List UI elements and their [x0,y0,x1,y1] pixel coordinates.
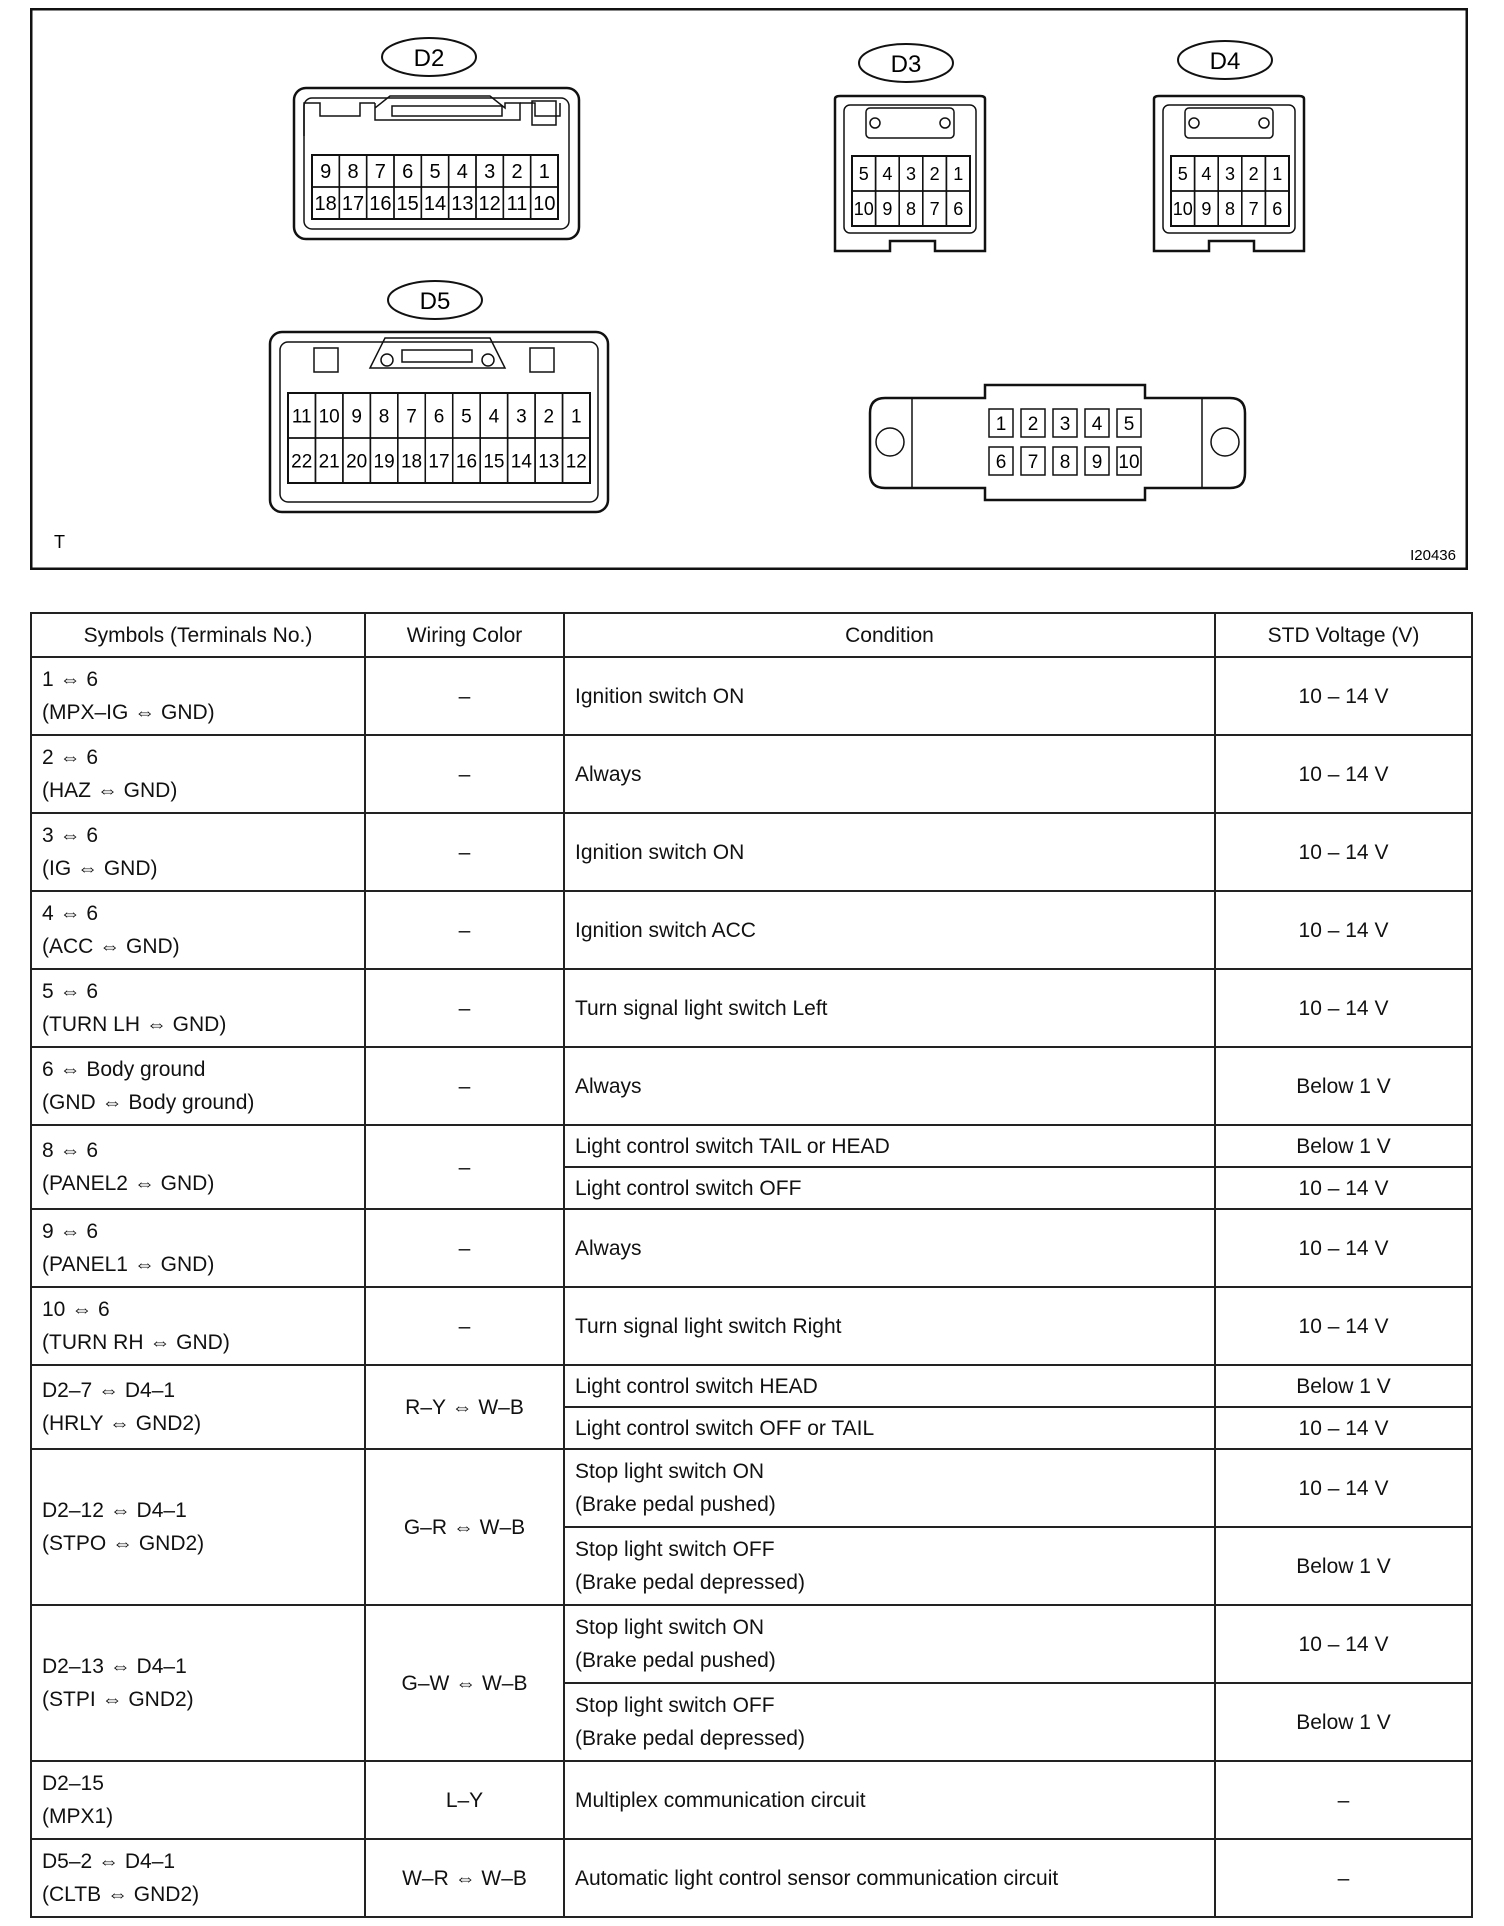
table-row [31,1047,1472,1125]
terminal-symbols: (ACC ⇔ GND) [42,935,180,958]
pin-number: 16 [369,193,392,216]
table-row [31,813,1472,891]
symbol-cell [31,891,365,969]
pin-number: 4 [488,406,500,428]
connector-label-d2: D2 [413,45,445,72]
terminal-numbers: 4 ⇔ 6 [42,902,99,925]
connector-d2 [294,38,579,239]
header-std-voltage: STD Voltage (V) [1215,613,1472,657]
wiring-color-cell: W–R ⇔ W–B [365,1839,564,1917]
condition-text: Turn signal light switch Right [575,1314,842,1338]
symbol-cell [31,1839,365,1917]
pin-number: 10 [318,406,340,428]
connector-label-d4: D4 [1209,48,1241,75]
condition-cell [564,1287,1215,1365]
pin-number: 13 [538,451,560,473]
pin-number: 1 [953,163,964,184]
terminal-numbers: 5 ⇔ 6 [42,980,99,1003]
connector-d3 [835,44,985,251]
terminal-numbers: D2–12 ⇔ D4–1 [42,1499,187,1522]
pin-number: 5 [1177,163,1188,184]
wiring-color-cell: G–R ⇔ W–B [365,1449,564,1605]
condition-text: Light control switch OFF or TAIL [575,1416,875,1440]
pin-number: 12 [478,193,501,216]
wiring-color-cell: – [365,891,564,969]
terminal-symbols: (MPX–IG ⇔ GND) [42,701,215,724]
pin-number: 2 [929,163,940,184]
pin-number: 1 [995,413,1007,435]
symbol-cell [31,1761,365,1839]
std-voltage-cell: 10 – 14 V [1215,735,1472,813]
pin-number: 5 [1123,413,1135,435]
condition-cell [564,1167,1215,1209]
std-voltage-cell: 10 – 14 V [1215,657,1472,735]
wiring-color-cell: G–W ⇔ W–B [365,1605,564,1761]
symbol-cell [31,735,365,813]
table-row [31,1449,1472,1527]
condition-note: (Brake pedal pushed) [575,1649,776,1672]
pin-number: 7 [374,161,386,184]
condition-text: Turn signal light switch Left [575,996,828,1020]
pin-number: 8 [1059,451,1071,473]
pin-number: 2 [1027,413,1039,435]
pin-number: 4 [456,161,468,184]
symbol-cell [31,969,365,1047]
connector-drawing [30,8,1468,570]
condition-note: (Brake pedal depressed) [575,1727,805,1750]
terminal-numbers: D5–2 ⇔ D4–1 [42,1850,176,1873]
terminal-numbers: D2–13 ⇔ D4–1 [42,1655,187,1678]
wiring-color-cell: – [365,657,564,735]
pin-number: 11 [291,406,312,428]
condition-cell [564,1209,1215,1287]
pin-number: 10 [533,193,556,216]
terminal-symbols: (TURN LH ⇔ GND) [42,1013,227,1036]
pin-number: 1 [570,406,582,428]
pin-number: 16 [455,451,478,473]
wiring-color-cell: R–Y ⇔ W–B [365,1365,564,1449]
pin-number: 15 [396,193,419,216]
condition-text: Always [575,1236,642,1260]
table-row [31,1209,1472,1287]
std-voltage-cell: – [1215,1839,1472,1917]
std-voltage-cell: Below 1 V [1215,1527,1472,1605]
pin-number: 12 [565,451,587,473]
symbol-cell [31,1605,365,1761]
pin-number: 10 [1172,198,1193,219]
pin-number: 9 [351,406,362,428]
pin-number: 1 [1272,163,1283,184]
terminal-numbers: 8 ⇔ 6 [42,1139,99,1162]
condition-text: Stop light switch ON [575,1460,765,1483]
pin-number: 11 [506,193,528,216]
terminal-numbers: 2 ⇔ 6 [42,746,99,769]
terminal-symbols: (STPO ⇔ GND2) [42,1532,205,1555]
pin-number: 5 [858,163,869,184]
condition-text: Stop light switch OFF [575,1538,775,1561]
terminal-numbers: 10 ⇔ 6 [42,1298,110,1321]
wiring-color-cell: – [365,1047,564,1125]
pin-number: 6 [433,406,445,428]
pin-number: 2 [1248,163,1259,184]
pin-number: 7 [1248,198,1259,219]
table-row [31,1287,1472,1365]
std-voltage-cell: Below 1 V [1215,1365,1472,1407]
pin-number: 5 [429,161,441,184]
condition-cell [564,1527,1215,1605]
condition-cell [564,813,1215,891]
pin-number: 9 [320,161,332,184]
wiring-color-cell: – [365,1287,564,1365]
pin-number: 15 [483,451,505,473]
connector-label-d5: D5 [419,288,451,315]
condition-text: Stop light switch OFF [575,1694,775,1717]
terminal-symbols: (PANEL1 ⇔ GND) [42,1253,215,1276]
table-row [31,1125,1472,1167]
terminal-symbols: (HAZ ⇔ GND) [42,779,178,802]
terminal-numbers: 1 ⇔ 6 [42,668,99,691]
std-voltage-cell: 10 – 14 V [1215,1167,1472,1209]
connector-label-d3: D3 [890,51,922,78]
terminal-numbers: 6 ⇔ Body ground [42,1058,206,1081]
condition-cell [564,1125,1215,1167]
wiring-color-cell: – [365,1209,564,1287]
condition-cell [564,657,1215,735]
std-voltage-cell: 10 – 14 V [1215,1449,1472,1527]
pin-number: 22 [291,451,313,473]
pin-number: 9 [882,198,893,219]
symbol-cell [31,1449,365,1605]
pin-number: 8 [905,198,917,219]
condition-note: (Brake pedal pushed) [575,1493,776,1516]
symbol-cell [31,1209,365,1287]
condition-cell [564,1365,1215,1407]
std-voltage-cell: 10 – 14 V [1215,891,1472,969]
table-row [31,1365,1472,1407]
wiring-color-cell: – [365,969,564,1047]
terminal-numbers: 9 ⇔ 6 [42,1220,99,1243]
symbol-cell [31,1365,365,1449]
connector-d4 [1154,41,1304,251]
condition-cell [564,891,1215,969]
pin-number: 10 [1118,451,1140,473]
connector-d5 [270,281,608,512]
pin-number: 9 [1091,451,1103,473]
pin-number: 1 [538,161,550,184]
std-voltage-cell: 10 – 14 V [1215,1209,1472,1287]
condition-text: Light control switch TAIL or HEAD [575,1134,890,1158]
wiring-color-cell: – [365,813,564,891]
terminal-symbols: (STPI ⇔ GND2) [42,1688,194,1711]
pin-number: 10 [853,198,874,219]
pin-number: 4 [1091,413,1103,435]
pin-number: 17 [341,193,365,216]
wiring-color-cell: L–Y [365,1761,564,1839]
figure-id: I20436 [1410,547,1456,564]
symbol-cell [31,1125,365,1209]
table-header-row [31,613,1472,657]
std-voltage-cell: 10 – 14 V [1215,1407,1472,1449]
terminal-numbers: D2–7 ⇔ D4–1 [42,1379,176,1402]
table-row [31,657,1472,735]
pin-number: 7 [406,406,417,428]
std-voltage-cell: – [1215,1761,1472,1839]
pin-number: 4 [1201,163,1212,184]
condition-text: Light control switch HEAD [575,1374,818,1398]
terminal-symbols: (PANEL2 ⇔ GND) [42,1172,215,1195]
pin-number: 8 [347,161,359,184]
pin-number: 18 [400,451,423,473]
condition-cell [564,1839,1215,1917]
pin-number: 17 [428,451,450,473]
condition-cell [564,1683,1215,1761]
pin-number: 4 [882,163,893,184]
header-wiring-color: Wiring Color [365,613,564,657]
condition-text: Light control switch OFF [575,1176,802,1200]
pin-number: 21 [318,451,340,473]
pin-number: 8 [378,406,390,428]
pin-number: 19 [373,451,395,473]
condition-text: Stop light switch ON [575,1616,765,1639]
std-voltage-cell: 10 – 14 V [1215,969,1472,1047]
pin-number: 3 [1224,163,1236,184]
symbol-cell [31,1047,365,1125]
terminal-voltage-table [30,612,1473,1918]
pin-number: 2 [511,161,523,184]
terminal-numbers: D2–15 [42,1772,104,1795]
table-row [31,1761,1472,1839]
pin-number: 18 [314,193,337,216]
std-voltage-cell: Below 1 V [1215,1047,1472,1125]
symbol-cell [31,813,365,891]
terminal-numbers: 3 ⇔ 6 [42,824,99,847]
table-row [31,1839,1472,1917]
condition-text: Ignition switch ON [575,840,745,864]
pin-number: 14 [510,451,532,473]
pin-number: 3 [516,406,527,428]
condition-note: (Brake pedal depressed) [575,1571,805,1594]
std-voltage-cell: 10 – 14 V [1215,813,1472,891]
pin-number: 2 [543,406,555,428]
pin-number: 3 [484,161,496,184]
condition-cell [564,1605,1215,1683]
connector-tester [870,385,1245,500]
condition-text: Always [575,762,642,786]
table-row [31,735,1472,813]
condition-text: Always [575,1074,642,1098]
symbol-cell [31,1287,365,1365]
std-voltage-cell: 10 – 14 V [1215,1287,1472,1365]
header-symbols: Symbols (Terminals No.) [31,613,365,657]
pin-number: 6 [995,451,1007,473]
condition-cell [564,1407,1215,1449]
terminal-symbols: (GND ⇔ Body ground) [42,1091,255,1114]
connector-diagram [30,8,1468,570]
condition-cell [564,1761,1215,1839]
condition-cell [564,735,1215,813]
std-voltage-cell: Below 1 V [1215,1125,1472,1167]
corner-mark: T [54,532,65,552]
condition-text: Ignition switch ACC [575,918,756,942]
pin-number: 5 [461,406,472,428]
pin-number: 3 [1059,413,1071,435]
table-row [31,1605,1472,1683]
condition-cell [564,1449,1215,1527]
pin-number: 3 [905,163,917,184]
pin-number: 14 [423,193,447,216]
terminal-symbols: (IG ⇔ GND) [42,857,158,880]
header-condition: Condition [564,613,1215,657]
pin-number: 8 [1224,198,1236,219]
symbol-cell [31,657,365,735]
pin-number: 9 [1201,198,1212,219]
terminal-symbols: (MPX1) [42,1805,114,1828]
terminal-symbols: (TURN RH ⇔ GND) [42,1331,230,1354]
pin-number: 7 [929,198,940,219]
pin-number: 6 [1272,198,1283,219]
condition-text: Multiplex communication circuit [575,1788,866,1812]
pin-number: 6 [953,198,964,219]
pin-number: 20 [346,451,368,473]
table-row [31,969,1472,1047]
pin-number: 6 [402,161,414,184]
condition-cell [564,969,1215,1047]
wiring-color-cell: – [365,1125,564,1209]
terminal-symbols: (CLTB ⇔ GND2) [42,1883,200,1906]
condition-text: Ignition switch ON [575,684,745,708]
wiring-color-cell: – [365,735,564,813]
condition-text: Automatic light control sensor communication circuit [575,1866,1059,1890]
terminal-symbols: (HRLY ⇔ GND2) [42,1412,202,1435]
pin-number: 7 [1027,451,1039,473]
pin-number: 13 [451,193,474,216]
condition-cell [564,1047,1215,1125]
std-voltage-cell: 10 – 14 V [1215,1605,1472,1683]
table-row [31,891,1472,969]
std-voltage-cell: Below 1 V [1215,1683,1472,1761]
